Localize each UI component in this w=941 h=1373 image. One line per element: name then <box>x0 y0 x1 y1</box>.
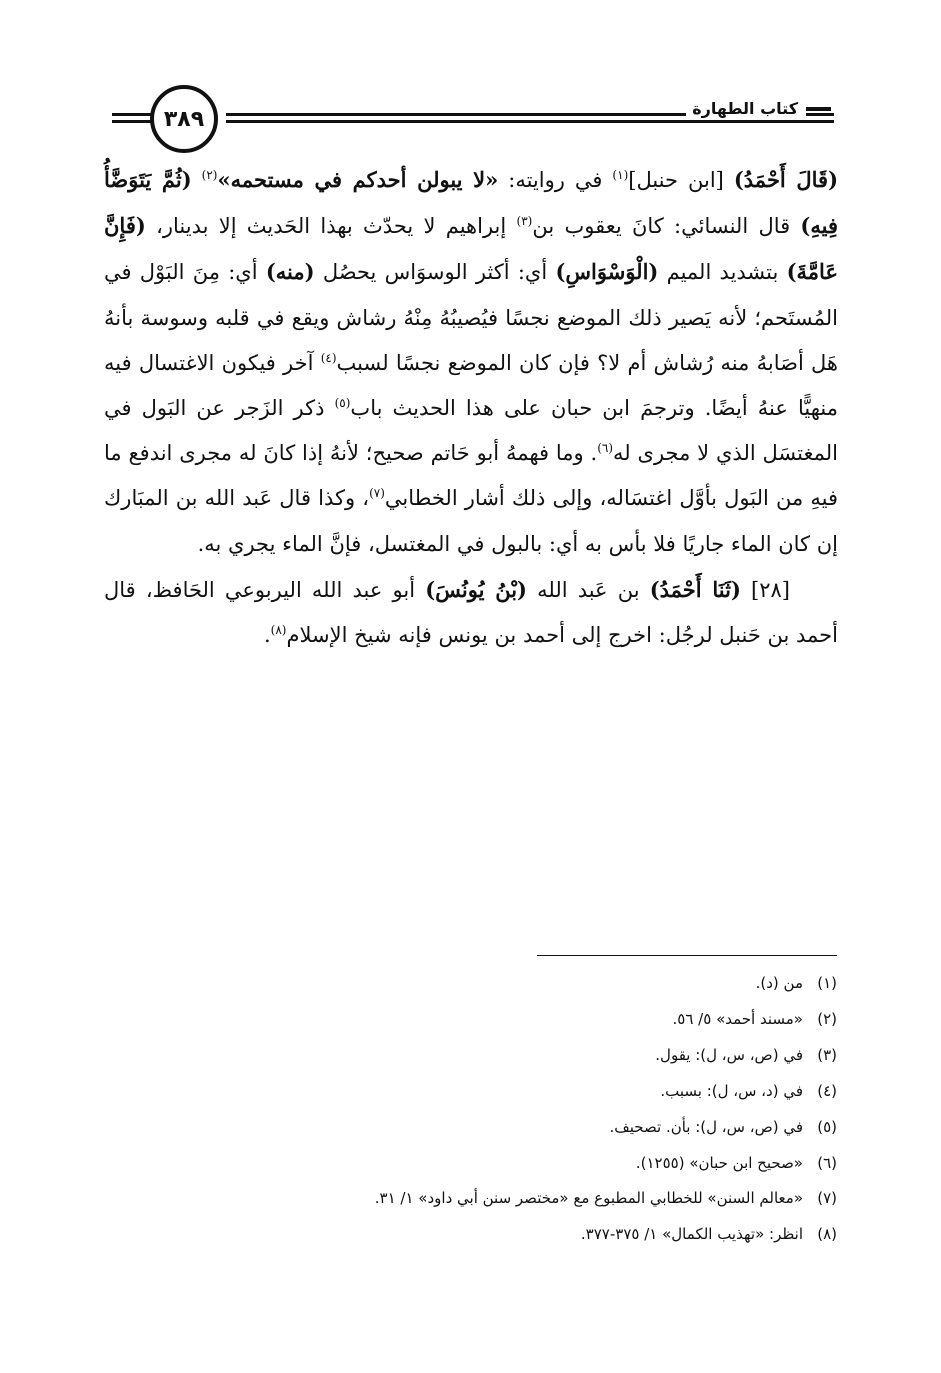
footnote-text: انظر: «تهذيب الكمال» ١/ ٣٧٥-٣٧٧. <box>580 1225 803 1244</box>
page-number-circle <box>150 85 218 153</box>
quoted-term: (منه) <box>265 259 315 285</box>
hadith-paragraph <box>104 567 838 658</box>
footnote-text: من (د). <box>755 974 803 992</box>
footnote-ref[interactable]: (٦) <box>597 441 614 456</box>
text-run: في روايته: <box>498 168 613 192</box>
quoted-term: (ثَنَا أَحْمَدُ) <box>649 576 741 602</box>
text-run: قال النسائي: كانَ يعقوب بن <box>532 214 801 239</box>
footnote-number: (١) <box>817 974 837 992</box>
text-run: . <box>263 623 271 648</box>
header-dash <box>805 107 831 111</box>
quoted-term: (بْنُ يُونُسَ) <box>425 576 527 602</box>
footnote-number: (٢) <box>817 1009 837 1028</box>
footnote-ref[interactable]: (٢) <box>201 168 218 182</box>
footnote-text: في (ص، س، ل): يقول. <box>655 1045 803 1064</box>
header-rule-left-top <box>112 113 152 116</box>
text-run: بن عَبد الله <box>526 577 650 602</box>
quoted-term: (ثُمَّ يَتَوَضَّأُ فِيهِ) <box>104 167 838 239</box>
commentary-paragraph <box>104 157 838 567</box>
footnote-separator <box>537 955 837 956</box>
footnote-text: «مسند أحمد» ٥/ ٥٦. <box>672 1009 803 1028</box>
header-rule-left-bottom <box>112 120 152 123</box>
text-run: أي: مِنَ البَوْل في المُستَحم؛ لأنه يَصير ذلك الموضع نجسًا فيُصيبُهُ مِنْهُ رشاش ويقع في قلبه وسوسة بأنهُ هَل أصَابهُ منه رُشاش أم لا؟ فإن كان الموضع نجسًا لسبب <box>104 260 838 375</box>
footnote-item <box>97 1146 837 1182</box>
footnote-number: (٤) <box>817 1081 837 1100</box>
footnote-text: في (ص، س، ل): بأن. تصحيف. <box>609 1117 803 1136</box>
footnote-ref[interactable]: (٨) <box>270 623 287 638</box>
footnote-item <box>97 1038 837 1074</box>
footnote-text: «معالم السنن» للخطابي المطبوع مع «مختصر سنن أبي داود» ١/ ٣١. <box>374 1189 803 1208</box>
footnote-item <box>97 1002 837 1038</box>
footnote-item <box>97 966 837 1002</box>
footnote-ref[interactable]: (٣) <box>516 214 533 229</box>
quoted-term: (الْوَسْوَاسِ) <box>555 259 659 285</box>
footnote-ref[interactable]: (٧) <box>369 486 385 501</box>
text-run: أي: أكثر الوسوَاس يحصُل <box>314 260 556 285</box>
footnote-text: «صحيح ابن حبان» (١٢٥٥). <box>635 1153 803 1172</box>
footnote-ref[interactable]: (٥) <box>334 396 351 411</box>
footnote-text: في (د، س، ل): بسبب. <box>660 1081 803 1100</box>
footnote-item <box>97 1110 837 1146</box>
footnote-item <box>97 1217 837 1253</box>
text-run: بتشديد الميم <box>658 260 787 285</box>
text-run: أبو عبد الله اليربوعي الحَافظ، قال أحمد بن حَنبل لرجُل: اخرج إلى أحمد بن يونس فإنه شيخ الإسلام <box>104 577 838 648</box>
quoted-term: (فَإِنَّ عَامَّةَ) <box>104 213 838 285</box>
footnote-ref[interactable]: (٤) <box>320 350 337 365</box>
footnote-number: (٨) <box>817 1225 837 1244</box>
text-run: [ابن حنبل] <box>628 168 734 192</box>
hadith-quote: «لا يبولن أحدكم في مستحمه» <box>217 167 499 192</box>
hadith-number: [٢٨] <box>740 577 790 602</box>
quoted-term: (قَالَ أَحْمَدُ) <box>733 167 839 192</box>
text-run: . وما فهمهُ أبو حَاتم صحيح؛ لأنهُ إذا كانَ له مجرى اندفع ما فيهِ من البَول بأوَّل اغتسَاله، وإلى ذلك أشار الخطابي <box>104 441 838 511</box>
footnote-number: (٥) <box>817 1117 837 1136</box>
text-run: إبراهيم لا يحدّث بهذا الحَديث إلا بدينار، <box>145 214 517 239</box>
running-title: كتاب الطهارة <box>686 99 806 119</box>
page-number: ٣٨٩ <box>163 106 205 132</box>
footnote-ref[interactable]: (١) <box>612 168 629 182</box>
footnote-number: (٣) <box>817 1045 837 1064</box>
text-run <box>192 168 202 192</box>
text-run: آخر فيكون الاغتسال فيه منهيًّا عنهُ أيضًا. وترجمَ ابن حبان على هذا الحديث باب <box>104 350 838 421</box>
footnote-number: (٧) <box>817 1189 837 1208</box>
header-rule-right-bottom <box>226 120 834 123</box>
main-text <box>104 157 838 658</box>
text-run: ذكر الزَجر عن البَول في المغتسَل الذي لا مجرى له <box>104 396 838 466</box>
footnote-number: (٦) <box>817 1153 837 1172</box>
footnotes <box>97 966 837 1253</box>
text-run: ، وكذا قال عَبد الله بن المبَارك إن كان الماء جاريًا فلا بأس به أي: بالبول في المغتسل، فإنَّ الماء يجري به. <box>104 486 838 556</box>
footnote-item <box>97 1181 837 1217</box>
footnote-item <box>97 1074 837 1110</box>
